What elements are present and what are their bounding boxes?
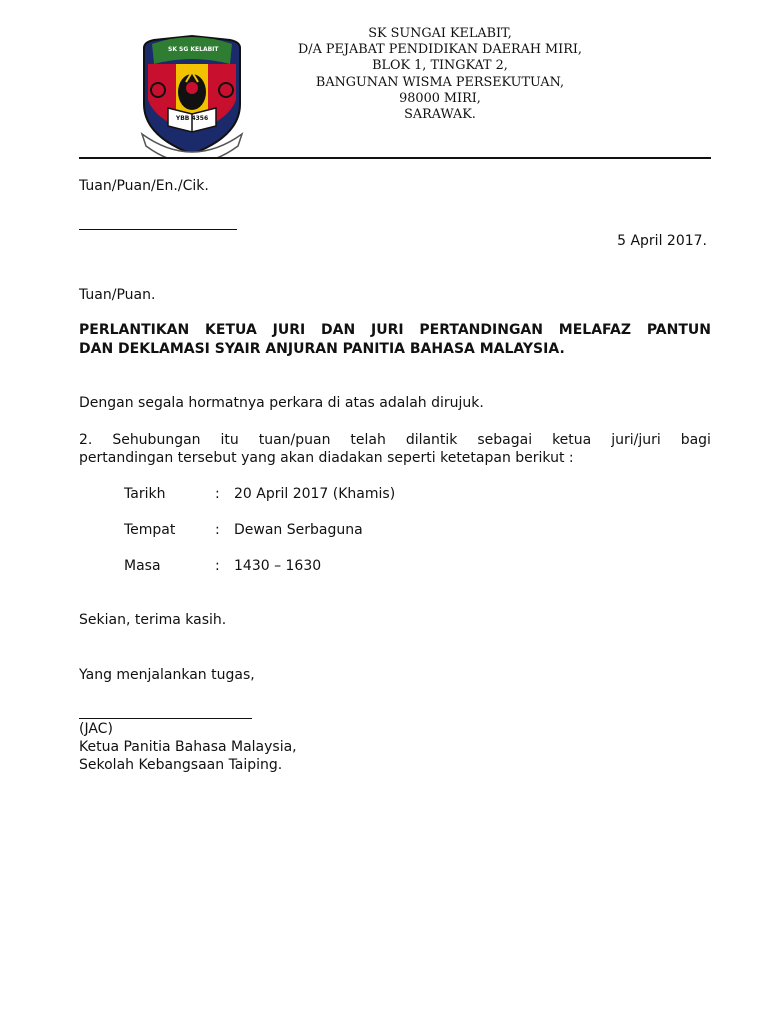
subject-line-2: DAN DEKLAMASI SYAIR ANJURAN PANITIA BAHASA MALAYSIA. bbox=[79, 341, 565, 357]
greeting: Tuan/Puan. bbox=[79, 287, 156, 303]
detail-value: Dewan Serbaguna bbox=[234, 522, 363, 538]
recipient-salutation: Tuan/Puan/En./Cik. bbox=[79, 178, 209, 194]
paragraph-word: bagi bbox=[680, 432, 711, 448]
letterhead-line: BLOK 1, TINGKAT 2, bbox=[372, 58, 508, 74]
detail-label: Masa bbox=[124, 558, 161, 574]
detail-colon: : bbox=[215, 486, 220, 502]
letterhead-address bbox=[270, 26, 610, 123]
detail-value: 20 April 2017 (Khamis) bbox=[234, 486, 396, 502]
header-divider bbox=[79, 157, 711, 159]
paragraph-word: juri/juri bbox=[611, 432, 661, 448]
paragraph-word: ketua bbox=[552, 432, 592, 448]
school-crest-icon bbox=[124, 8, 260, 198]
paragraph-word: Sehubungan bbox=[112, 432, 201, 448]
letterhead-line: SK SUNGAI KELABIT, bbox=[368, 26, 512, 41]
paragraph-word: 2. bbox=[79, 432, 93, 448]
recipient-name-blank bbox=[79, 229, 237, 230]
school-logo bbox=[124, 8, 260, 198]
paragraph-word: itu bbox=[220, 432, 239, 448]
subject-line-1: PERLANTIKAN KETUA JURI DAN JURI PERTANDINGAN MELAFAZ PANTUN bbox=[79, 322, 711, 338]
paragraph-word: telah bbox=[350, 432, 386, 448]
paragraph-word: sebagai bbox=[477, 432, 533, 448]
paragraph-word: tuan/puan bbox=[258, 432, 331, 448]
valediction: Yang menjalankan tugas, bbox=[79, 667, 255, 683]
letterhead-line: SARAWAK. bbox=[404, 107, 476, 123]
letterhead-line: D/A PEJABAT PENDIDIKAN DAERAH MIRI, bbox=[298, 42, 582, 58]
detail-colon: : bbox=[215, 522, 220, 538]
paragraph-2-line-2: pertandingan tersebut yang akan diadakan seperti ketetapan berikut : bbox=[79, 450, 574, 466]
letter-date: 5 April 2017. bbox=[617, 233, 707, 249]
detail-value: 1430 – 1630 bbox=[234, 558, 322, 574]
signature-block bbox=[79, 720, 297, 774]
letter-subject bbox=[79, 321, 711, 359]
body-paragraph-2 bbox=[79, 431, 711, 467]
signatory-title: Ketua Panitia Bahasa Malaysia, bbox=[79, 739, 297, 755]
body-paragraph-1: Dengan segala hormatnya perkara di atas adalah dirujuk. bbox=[79, 395, 484, 411]
signatory-name: (JAC) bbox=[79, 721, 113, 737]
signature-line bbox=[79, 718, 252, 719]
crest-top-text: SK SG KELABIT bbox=[168, 46, 219, 53]
closing-line: Sekian, terima kasih. bbox=[79, 612, 227, 628]
letterhead-line: 98000 MIRI, bbox=[399, 90, 481, 106]
letterhead-line: BANGUNAN WISMA PERSEKUTUAN, bbox=[315, 74, 565, 90]
paragraph-2-line-1 bbox=[79, 431, 711, 449]
signatory-school: Sekolah Kebangsaan Taiping. bbox=[79, 757, 283, 773]
detail-label: Tempat bbox=[124, 522, 176, 538]
detail-label: Tarikh bbox=[124, 486, 166, 502]
detail-colon: : bbox=[215, 558, 220, 574]
paragraph-word: dilantik bbox=[405, 432, 458, 448]
crest-badge-text: YBB 4356 bbox=[175, 115, 209, 122]
